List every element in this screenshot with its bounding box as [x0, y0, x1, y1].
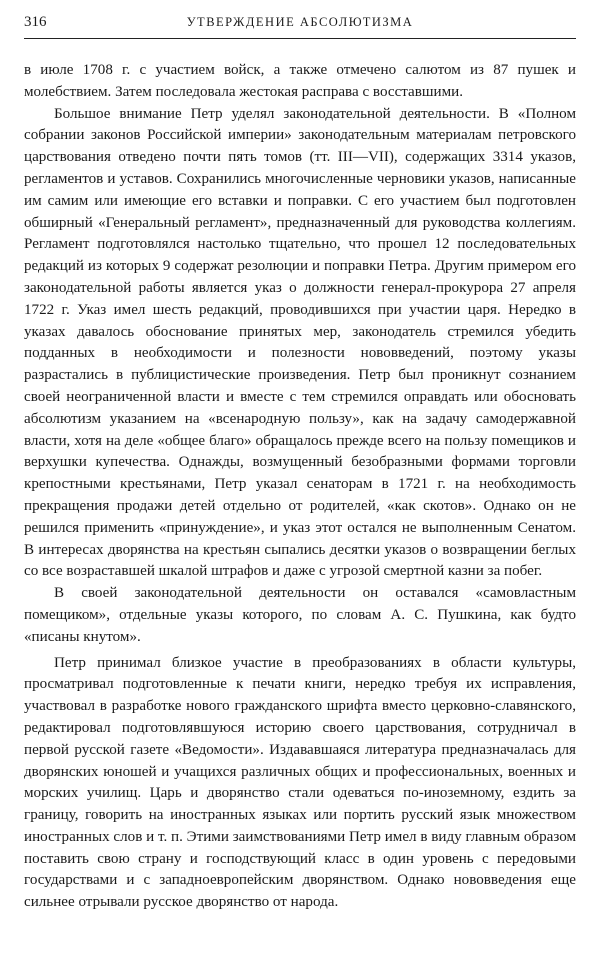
page-number: 316: [24, 14, 47, 30]
body-text: [24, 60, 576, 914]
page-header: [24, 14, 576, 39]
paragraph-culture: Петр принимал близкое участие в преобразованиях в области культуры, просматривал подготовленные к печати книги, нередко требуя их исправления, участвовал в разработке нового гражданского шрифта вместо церковно-славянского, редактировал подготовлявшуюся историю своего царствования, сотрудничал в первой русской газете «Ведомости». Издававшаяся литература предназначалась для дворянских юношей и учащихся различных общих и профессиональных, военных и морских училищ. Царь и дворянство стали одеваться по-иноземному, ездить за границу, говорить на иностранных языках или портить русский язык множеством иностранных слов и т. п. Этими заимствованиями Петр имел в виду главным образом поставить свою страну и господствующий класс в один уровень с передовыми государствами и с западноевропейским дворянством. Однако нововведения еще сильнее отрывали русское дворянство от народа.: [24, 654, 576, 911]
paragraph-legislation: Большое внимание Петр уделял законодательной деятельности. В «Полном собрании законов Российской империи» законодательным материалам петровского царствования отведено почти пять томов (тт. III—VII), содержащих 3314 указов, регламентов и уставов. Сохранились многочисленные черновики указов, написанные им самим или имеющие его вставки и поправки. С его участием был подготовлен обширный «Генеральный регламент», предназначенный для руководства коллегиям. Регламент подготовлялся настолько тщательно, что прошел 12 последовательных редакций из которых 9 содержат резолюции и поправки Петра. Другим примером его законодательной работы является указ о должности генерал-прокурора 27 апреля 1722 г. Указ имел шесть редакций, проводившихся при участии царя. Нередко в указах давалось обоснование принятых мер, законодатель стремился убедить подданных в необходимости и полезности нововведений, поэтому указы разрастались в публицистические произведения. Петр был проникнут сознанием своей неограниченной власти и вместе с тем стремился оправдать или обосновать абсолютизм указанием на «всенародную пользу», как на задачу самодержавной власти, хотя на деле «общее благо» обращалось прежде всего на пользу помещиков и верхушки купечества. Однажды, возмущенный безобразными формами торговли крепостными крестьянами, Петр указал сенаторам в 1721 г. на необходимость прекращения продажи детей отдельно от родителей, «как скотов». Однако он не решился применить «принуждение», и указ этот остался не выполненным Сенатом. В интересах дворянства на крестьян сыпались десятки указов о возвращении беглых со все возраставшей шкалой штрафов и даже с угрозой смертной казни за побег.: [24, 105, 576, 580]
running-title: УТВЕРЖДЕНИЕ АБСОЛЮТИЗМА: [186, 15, 414, 29]
paragraph-pushkin-quote: В своей законодательной деятельности он оставался «самовластным помещиком», отдельные указы которого, по словам А. С. Пушкина, как будто «писаны кнутом».: [24, 585, 576, 645]
paragraph-continuation: в июле 1708 г. с участием войск, а также отмечено салютом из 87 пушек и молебствием. Затем последовала жестокая расправа с восставшими.: [24, 62, 576, 100]
